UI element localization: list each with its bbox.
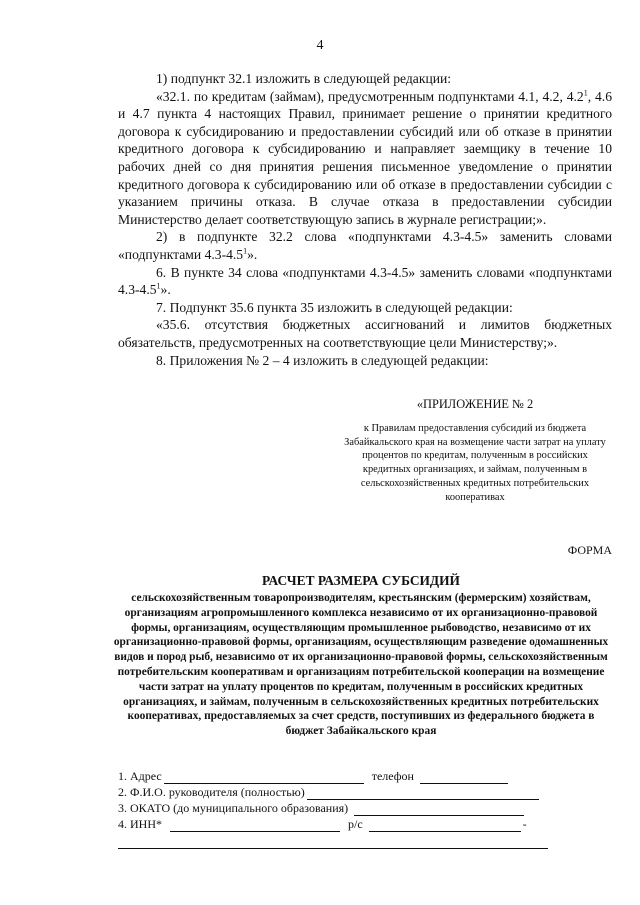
okato-row (118, 800, 612, 816)
account-dash: - (522, 817, 527, 831)
director-row (118, 784, 612, 800)
paragraph-4-superscript: 1 (156, 281, 161, 291)
phone-input-line[interactable] (420, 771, 508, 784)
inn-input-line[interactable] (170, 819, 340, 832)
inn-row (118, 816, 612, 832)
okato-input-line[interactable] (354, 803, 524, 816)
paragraph-3 (118, 228, 612, 263)
paragraph-2-part-b: , 4.6 и 4.7 пункта 4 настоящих Правил, принимает решение о принятии кредитного договора к субсидированию и предоставлении субсидий или об отказе в принятии кредитного договора к субсидированию и направляет заемщику в течение 10 рабочих дней со дня принятия решения письменное уведомление о принятии кредитного договора к субсидированию или об отказе в предоставлении субсидии с указанием причины отказа. В случае отказа в предоставлении субсидии Министерство делает соответствующую запись в журнале регистрации;». (118, 88, 612, 227)
paragraph-2-part-a: «32.1. по кредитам (займам), предусмотренным подпунктами 4.1, 4.2, 4.2 (156, 88, 584, 104)
paragraph-3-superscript: 1 (243, 246, 248, 256)
page-number: 4 (316, 38, 324, 53)
okato-label: 3. ОКАТО (до муниципального образования) (118, 801, 349, 815)
address-label: 1. Адрес (118, 769, 162, 783)
phone-label: телефон (371, 769, 414, 783)
form-fields (118, 768, 612, 849)
document-subtitle: сельскохозяйственным товаропроизводителям, крестьянским (фермерским) хозяйствам, организациям агропромышленного комплекса независимо от их организационно-правовой формы, организациям, осуществляющим промышленное рыбоводство, независимо от их организационно-правовой формы, организациям, осуществляющим разведение одомашненных видов и пород рыб, независимо от их организационно-правовой формы, сельскохозяйственным потребительским кооперативам и организациям потребительской кооперации на возмещение части затрат на уплату процентов по кредитам, полученным в российских кредитных организациях, и займам, полученным в сельскохозяйственных кредитных потребительских кооперативах, предоставляемых за счет средств, поступивших из федерального бюджета в бюджет Забайкальского края (113, 592, 609, 738)
inn-label: 4. ИНН* (118, 817, 162, 831)
paragraph-2-superscript: 1 (583, 88, 588, 98)
document-title (108, 573, 614, 739)
paragraph-5: 7. Подпункт 35.6 пункта 35 изложить в следующей редакции: (156, 299, 513, 315)
paragraph-4-part-a: 6. В пункте 34 слова «подпунктами 4.3-4.5» заменить словами «подпунктами 4.3-4.5 (118, 264, 612, 298)
account-label: р/с (348, 817, 363, 831)
appendix-description: к Правилам предоставления субсидий из бюджета Забайкальского края на возмещение части затрат на уплату процентов по кредитам, полученным в российских кредитных организациях, и займам, полученным в сельскохозяйственных кредитных потребительских кооперативах (344, 422, 606, 503)
paragraph-3-part-b: ». (247, 246, 258, 262)
address-row (118, 768, 612, 784)
form-label: ФОРМА (567, 543, 612, 557)
appendix-header (344, 398, 606, 505)
paragraph-1: 1) подпункт 32.1 изложить в следующей редакции: (156, 71, 452, 86)
paragraph-6: «35.6. отсутствия бюджетных ассигнований и лимитов бюджетных обязательств, предусмотренных на соответствующие цели Министерству;». (118, 317, 612, 350)
director-label: 2. Ф.И.О. руководителя (полностью) (118, 785, 305, 799)
document-heading: РАСЧЕТ РАЗМЕРА СУБСИДИЙ (262, 573, 460, 588)
appendix-title: «ПРИЛОЖЕНИЕ № 2 (416, 397, 534, 411)
paragraph-2 (118, 88, 612, 229)
address-input-line[interactable] (164, 771, 364, 784)
amendment-text (118, 70, 612, 369)
director-input-line[interactable] (307, 787, 539, 800)
extra-input-line[interactable] (118, 834, 548, 849)
paragraph-4 (118, 264, 612, 299)
account-input-line[interactable] (369, 819, 521, 832)
paragraph-3-part-a: 2) в подпункте 32.2 слова «подпунктами 4.3-4.5» заменить словами «подпунктами 4.3-4.5 (118, 229, 612, 262)
paragraph-7: 8. Приложения № 2 – 4 изложить в следующей редакции: (156, 352, 489, 368)
paragraph-4-part-b: ». (160, 282, 171, 298)
